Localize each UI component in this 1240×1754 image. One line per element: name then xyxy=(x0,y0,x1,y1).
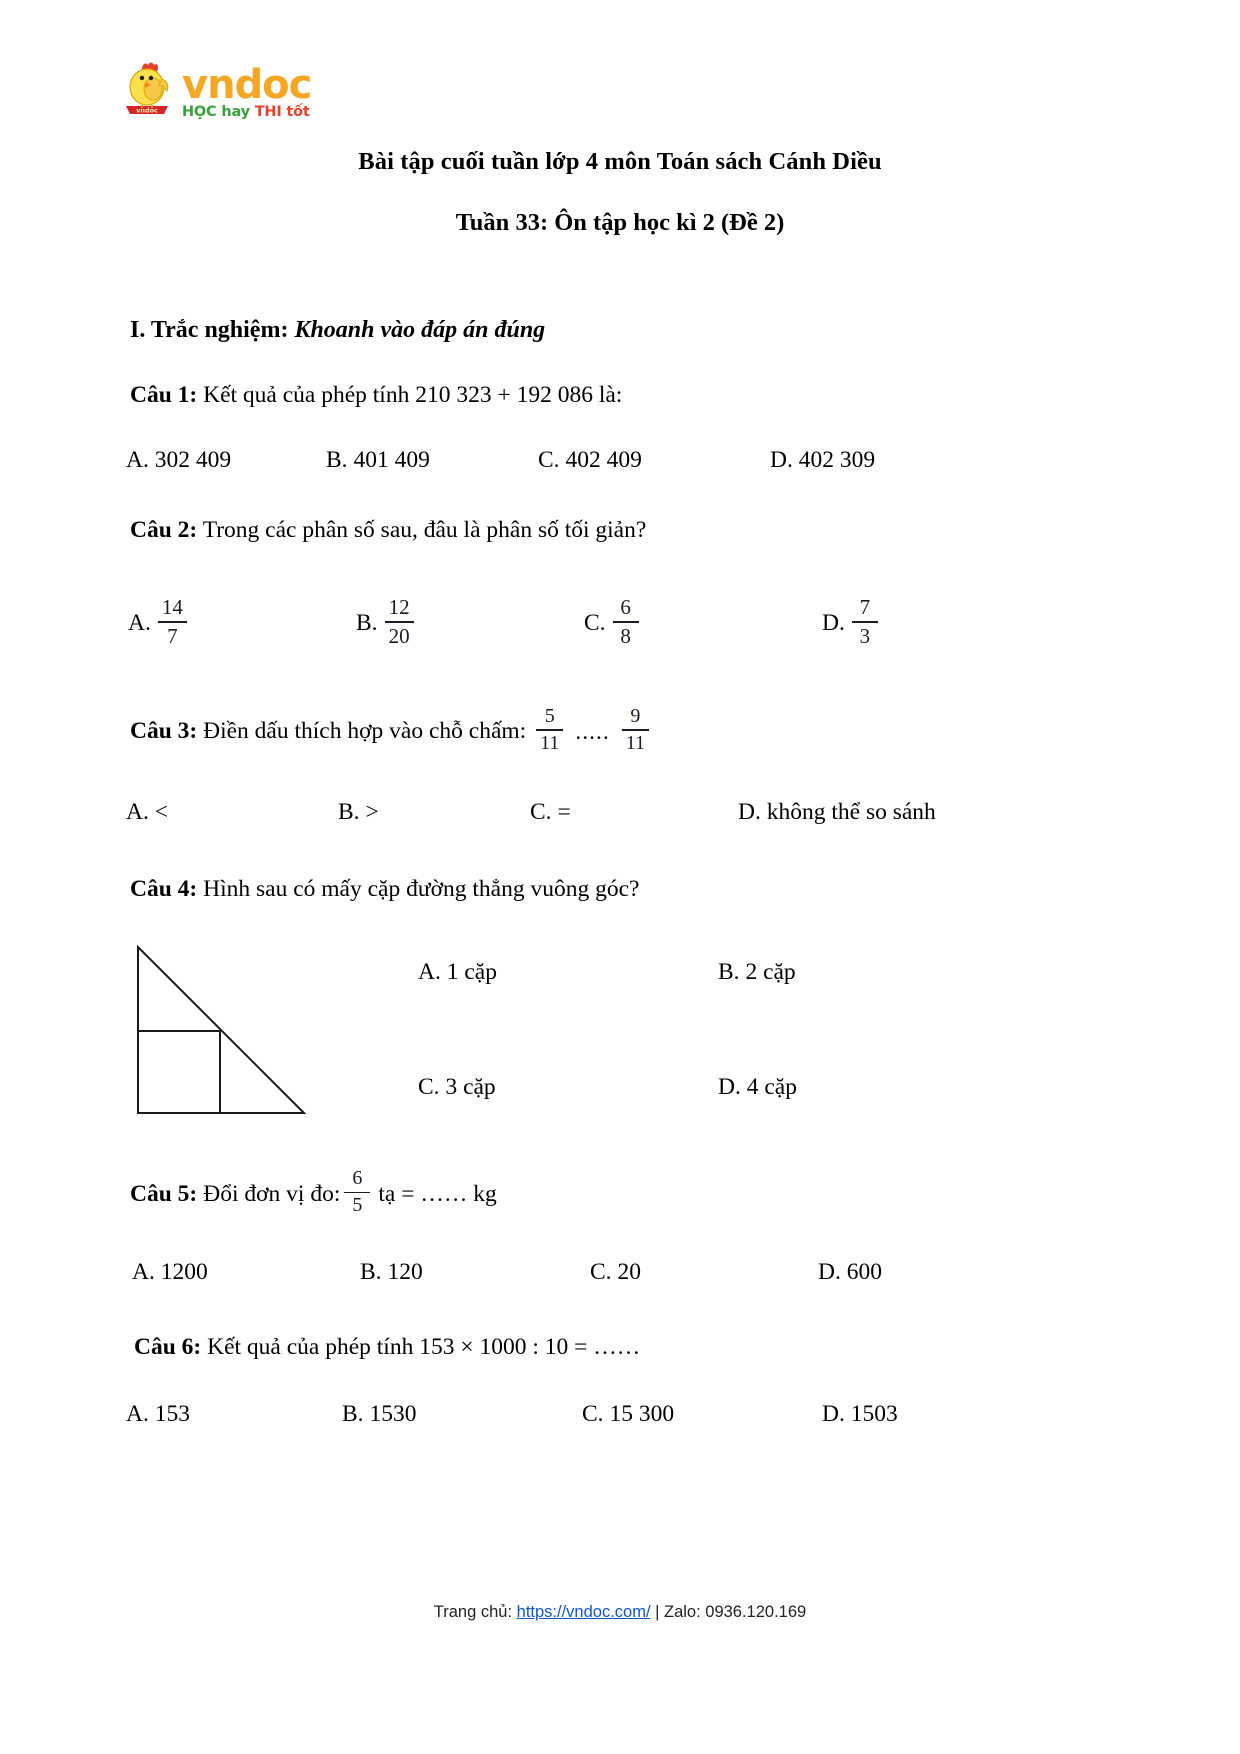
question-4 xyxy=(130,872,1122,907)
page-footer xyxy=(0,1603,1240,1622)
option-5a-text: 1200 xyxy=(160,1258,208,1285)
option-5b-text: 120 xyxy=(387,1258,423,1285)
question-4-text: Hình sau có mấy cặp đường thẳng vuông góc? xyxy=(203,875,640,902)
question-2-number: Câu 2: xyxy=(130,516,198,543)
question-4-options xyxy=(418,933,1122,1126)
option-3b-text: > xyxy=(365,798,379,825)
footer-prefix: Trang chủ: xyxy=(433,1603,517,1621)
page-title: Bài tập cuối tuần lớp 4 môn Toán sách Cánh Diều xyxy=(358,148,882,175)
svg-text:vndoc: vndoc xyxy=(136,106,158,115)
option-2b-fraction xyxy=(385,596,414,647)
option-2b[interactable] xyxy=(356,595,584,649)
option-6c[interactable] xyxy=(582,1397,822,1432)
logo-tagline xyxy=(182,105,311,121)
question-2-options xyxy=(128,588,1122,660)
fraction-bar xyxy=(536,729,563,731)
question-5-text-before: Đổi đơn vị đo: xyxy=(203,1181,341,1208)
fraction-bar xyxy=(158,621,187,623)
option-5b-key: B. xyxy=(360,1258,382,1285)
vndoc-logo[interactable] xyxy=(120,55,1122,119)
question-3-options xyxy=(126,795,1122,830)
option-3c-text: = xyxy=(557,798,571,825)
question-6 xyxy=(134,1330,1122,1365)
numerator: 6 xyxy=(352,1167,363,1190)
option-3b-key: B. xyxy=(338,798,360,825)
option-4a-text: 1 cặp xyxy=(446,959,497,986)
option-2a-fraction xyxy=(158,596,187,647)
footer-suffix: | Zalo: 0936.120.169 xyxy=(650,1603,807,1621)
option-4c[interactable] xyxy=(418,1074,718,1101)
question-6-number: Câu 6: xyxy=(134,1334,202,1361)
option-5d-text: 600 xyxy=(846,1258,882,1285)
option-4b-key: B. xyxy=(718,959,740,986)
option-6d[interactable] xyxy=(822,1397,898,1432)
option-6a-key: A. xyxy=(126,1401,149,1428)
question-3 xyxy=(130,704,1122,757)
option-4d-text: 4 cặp xyxy=(746,1074,797,1101)
numerator: 6 xyxy=(620,595,631,620)
page-subtitle: Tuần 33: Ôn tập học kì 2 (Đề 2) xyxy=(455,209,785,237)
option-4d[interactable] xyxy=(718,1074,797,1101)
option-3a-text: < xyxy=(154,798,168,825)
section-heading xyxy=(130,317,1122,344)
question-3-right-fraction xyxy=(622,706,649,755)
question-1 xyxy=(130,378,1122,413)
option-3d-key: D. xyxy=(738,798,761,825)
denominator: 20 xyxy=(388,623,410,648)
denominator: 7 xyxy=(167,623,178,648)
question-3-comparison xyxy=(532,704,653,757)
option-6d-text: 1503 xyxy=(850,1401,898,1428)
denominator: 3 xyxy=(859,623,871,648)
logo-tagline-green: HỌC hay xyxy=(182,104,255,121)
section-instruction: Khoanh vào đáp án đúng xyxy=(294,317,546,344)
option-4b-text: 2 cặp xyxy=(745,959,796,986)
question-2 xyxy=(130,513,1122,548)
option-1a-key: A. xyxy=(126,447,149,474)
numerator: 14 xyxy=(161,595,183,620)
option-1c-text: 402 409 xyxy=(565,447,642,474)
question-5-fraction xyxy=(344,1168,370,1217)
option-3a-key: A. xyxy=(126,798,149,825)
numerator: 7 xyxy=(859,595,871,620)
option-2b-key: B. xyxy=(356,610,378,637)
option-1b[interactable] xyxy=(326,443,538,478)
option-5b[interactable] xyxy=(360,1255,590,1290)
option-1d-key: D. xyxy=(770,447,793,474)
option-2d[interactable] xyxy=(822,595,882,649)
right-triangle-with-inscribed-square-figure xyxy=(118,933,418,1126)
option-2c-fraction xyxy=(613,596,639,647)
option-6a-text: 153 xyxy=(154,1401,190,1428)
option-5a-key: A. xyxy=(132,1258,155,1285)
question-5-text-after: tạ = …… kg xyxy=(378,1181,497,1208)
chick-mascot-icon xyxy=(120,59,174,119)
option-1c-key: C. xyxy=(538,447,560,474)
question-5-number: Câu 5: xyxy=(130,1181,198,1208)
question-1-number: Câu 1: xyxy=(130,382,198,409)
option-3c-key: C. xyxy=(530,798,552,825)
denominator: 5 xyxy=(352,1194,363,1217)
option-5c-key: C. xyxy=(590,1258,612,1285)
option-1a-text: 302 409 xyxy=(154,447,232,474)
option-2d-fraction xyxy=(852,596,878,647)
option-2c[interactable] xyxy=(584,595,822,649)
numerator: 5 xyxy=(544,704,555,727)
question-4-body xyxy=(118,933,1122,1126)
option-3d[interactable] xyxy=(738,795,936,830)
option-3c[interactable] xyxy=(530,795,738,830)
question-3-text: Điền dấu thích hợp vào chỗ chấm: xyxy=(203,717,527,744)
denominator: 8 xyxy=(620,623,631,648)
option-5c-text: 20 xyxy=(617,1258,641,1285)
question-3-number: Câu 3: xyxy=(130,717,198,744)
option-2a[interactable] xyxy=(128,595,356,649)
option-2c-key: C. xyxy=(584,610,606,637)
question-6-text: Kết quả của phép tính 153 × 1000 : 10 = …… xyxy=(207,1334,641,1361)
option-1d[interactable] xyxy=(770,443,875,478)
numerator: 9 xyxy=(630,704,641,727)
option-6a[interactable] xyxy=(126,1397,342,1432)
section-label: I. Trắc nghiệm: xyxy=(130,317,289,344)
option-1a[interactable] xyxy=(126,443,326,478)
option-1b-key: B. xyxy=(326,447,348,474)
question-4-options-row-1 xyxy=(418,959,1122,986)
question-1-options xyxy=(126,443,1122,478)
option-5a[interactable] xyxy=(132,1255,360,1290)
question-2-text: Trong các phân số sau, đâu là phân số tối giản? xyxy=(202,516,647,543)
option-4a-key: A. xyxy=(418,959,441,986)
question-5 xyxy=(130,1167,1122,1219)
question-5-options xyxy=(132,1255,1122,1290)
question-6-options xyxy=(126,1397,1122,1432)
question-4-options-row-2 xyxy=(418,1074,1122,1101)
numerator: 12 xyxy=(388,595,410,620)
option-4c-key: C. xyxy=(418,1074,440,1101)
option-4a[interactable] xyxy=(418,959,718,986)
fraction-bar xyxy=(622,729,649,731)
option-1d-text: 402 309 xyxy=(798,447,876,474)
option-6c-text: 15 300 xyxy=(609,1401,675,1428)
option-5d-key: D. xyxy=(818,1258,841,1285)
logo-wordmark: vndoc xyxy=(182,62,312,109)
option-1c[interactable] xyxy=(538,443,770,478)
option-2d-key: D. xyxy=(822,610,845,637)
fraction-bar xyxy=(613,621,639,623)
question-4-number: Câu 4: xyxy=(130,875,198,902)
denominator: 11 xyxy=(625,732,645,755)
option-6b[interactable] xyxy=(342,1397,582,1432)
option-5d[interactable] xyxy=(818,1255,882,1290)
denominator: 11 xyxy=(540,732,560,755)
option-6b-key: B. xyxy=(342,1401,364,1428)
option-2a-key: A. xyxy=(128,610,151,637)
option-5c[interactable] xyxy=(590,1255,818,1290)
fraction-bar xyxy=(344,1192,370,1194)
option-6d-key: D. xyxy=(822,1401,845,1428)
fraction-bar xyxy=(385,621,414,623)
option-4c-text: 3 cặp xyxy=(445,1074,496,1101)
question-3-left-fraction xyxy=(536,706,563,755)
option-4d-key: D. xyxy=(718,1074,741,1101)
footer-website-link[interactable]: https://vndoc.com/ xyxy=(516,1603,651,1621)
option-3b[interactable] xyxy=(338,795,530,830)
logo-text xyxy=(182,62,312,121)
logo-tagline-red: THI tốt xyxy=(254,104,310,121)
fraction-bar xyxy=(852,621,878,623)
option-6b-text: 1530 xyxy=(369,1401,417,1428)
question-3-blank: ..... xyxy=(575,718,610,745)
question-1-text: Kết quả của phép tính 210 323 + 192 086 là: xyxy=(203,382,623,409)
option-3a[interactable] xyxy=(126,795,338,830)
option-3d-text: không thể so sánh xyxy=(766,798,936,825)
option-6c-key: C. xyxy=(582,1401,604,1428)
option-4b[interactable] xyxy=(718,959,796,986)
option-1b-text: 401 409 xyxy=(353,447,430,474)
